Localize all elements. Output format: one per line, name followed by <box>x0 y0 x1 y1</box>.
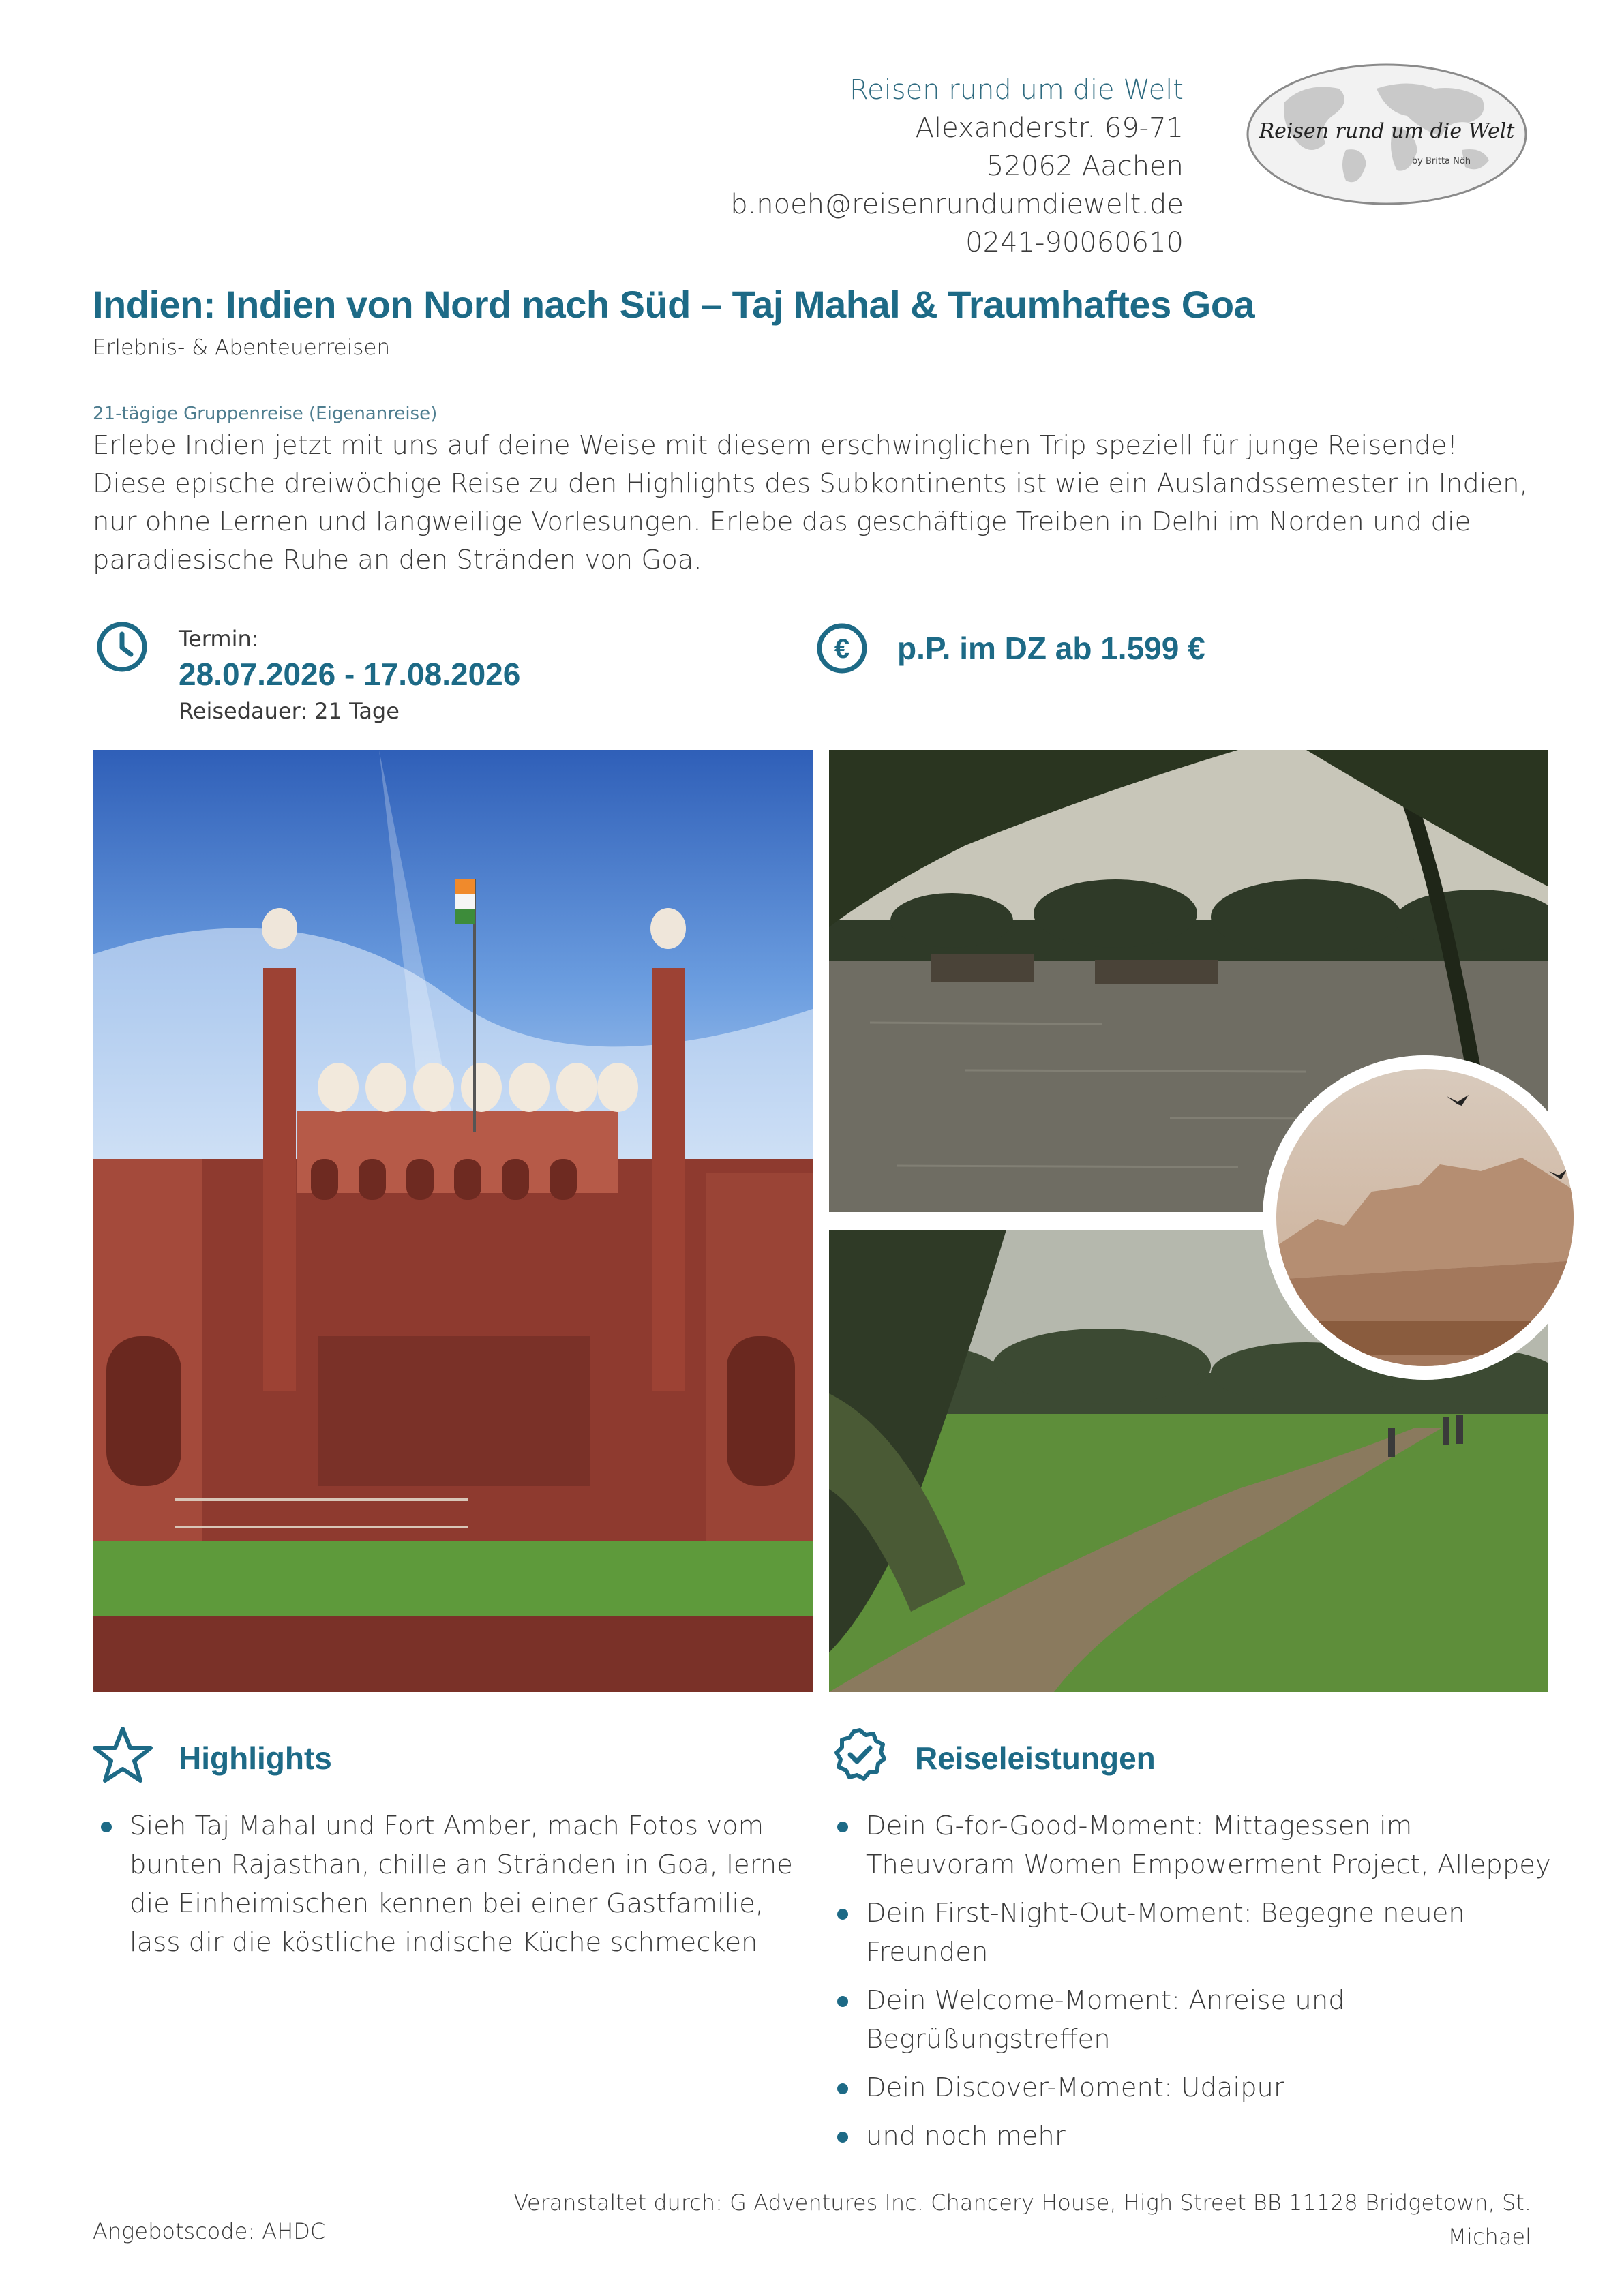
agency-email[interactable]: b.noeh@reisenrundumdiewelt.de <box>730 189 1184 220</box>
agency-logo <box>1244 61 1530 207</box>
euro-icon <box>815 622 869 675</box>
trip-intro: Erlebe Indien jetzt mit uns auf deine Weise mit diesem erschwinglichen Trip speziell für junge Reisende! Diese epische dreiwöchige Reise zu den Highlights des Subkontinents ist wie ein Auslandssemester in Indien, nur ohne Lernen und langweilige Vorlesungen. Erlebe das geschäftige Treiben in Delhi im Norden und die paradiesische Ruhe an den Stränden von Goa. <box>93 430 1528 575</box>
agency-contact <box>730 71 1184 262</box>
organizer-note: Veranstaltet durch: G Adventures Inc. Chancery House, High Street BB 11128 Bridgetown, St. Michael <box>513 2190 1531 2250</box>
logo-byline: by Britta Nöh <box>1411 156 1471 166</box>
photo-fort-amber-round <box>1263 1055 1587 1380</box>
termin-duration: Reisedauer: 21 Tage <box>179 698 400 724</box>
clock-icon <box>95 620 149 674</box>
tour-type: 21-tägige Gruppenreise (Eigenanreise) <box>93 404 438 424</box>
agency-street: Alexanderstr. 69-71 <box>915 112 1184 144</box>
termin-label: Termin: <box>179 626 259 652</box>
svg-text:€: € <box>834 634 850 664</box>
photo-red-fort <box>93 750 813 1692</box>
trip-category: Erlebnis- & Abenteuerreisen <box>93 335 391 360</box>
agency-phone[interactable]: 0241-90060610 <box>965 227 1184 258</box>
agency-name: Reisen rund um die Welt <box>849 74 1184 106</box>
offer-code: Angebotscode: AHDC <box>93 2218 326 2244</box>
services-heading: Reiseleistungen <box>915 1740 1156 1776</box>
service-item: und noch mehr <box>829 2117 1552 2156</box>
service-item: Dein First-Night-Out-Moment: Begegne neuen Freunden <box>829 1894 1552 1972</box>
page-title: Indien: Indien von Nord nach Süd – Taj Mahal & Traumhaftes Goa <box>93 283 1255 326</box>
service-item: Dein G-for-Good-Moment: Mittagessen im Theuvoram Women Empowerment Project, Alleppey <box>829 1807 1552 1884</box>
service-item: Dein Welcome-Moment: Anreise und Begrüßungstreffen <box>829 1981 1552 2059</box>
termin-dates: 28.07.2026 - 17.08.2026 <box>179 656 521 692</box>
check-badge-icon <box>832 1726 888 1782</box>
agency-city: 52062 Aachen <box>986 151 1184 182</box>
logo-text: Reisen rund um die Welt <box>1259 119 1515 143</box>
service-item: Dein Discover-Moment: Udaipur <box>829 2068 1552 2107</box>
star-icon <box>91 1725 154 1785</box>
services-list <box>829 1807 1552 2165</box>
highlight-item: Sieh Taj Mahal und Fort Amber, mach Fotos vom bunten Rajasthan, chille an Stränden in Goa, lerne die Einheimischen kennen bei einer Gastfamilie, lass dir die köstliche indische Küche schmecken <box>93 1807 822 1962</box>
highlights-heading: Highlights <box>179 1740 332 1776</box>
price-text: p.P. im DZ ab 1.599 € <box>897 631 1205 666</box>
highlights-list <box>93 1807 822 1972</box>
